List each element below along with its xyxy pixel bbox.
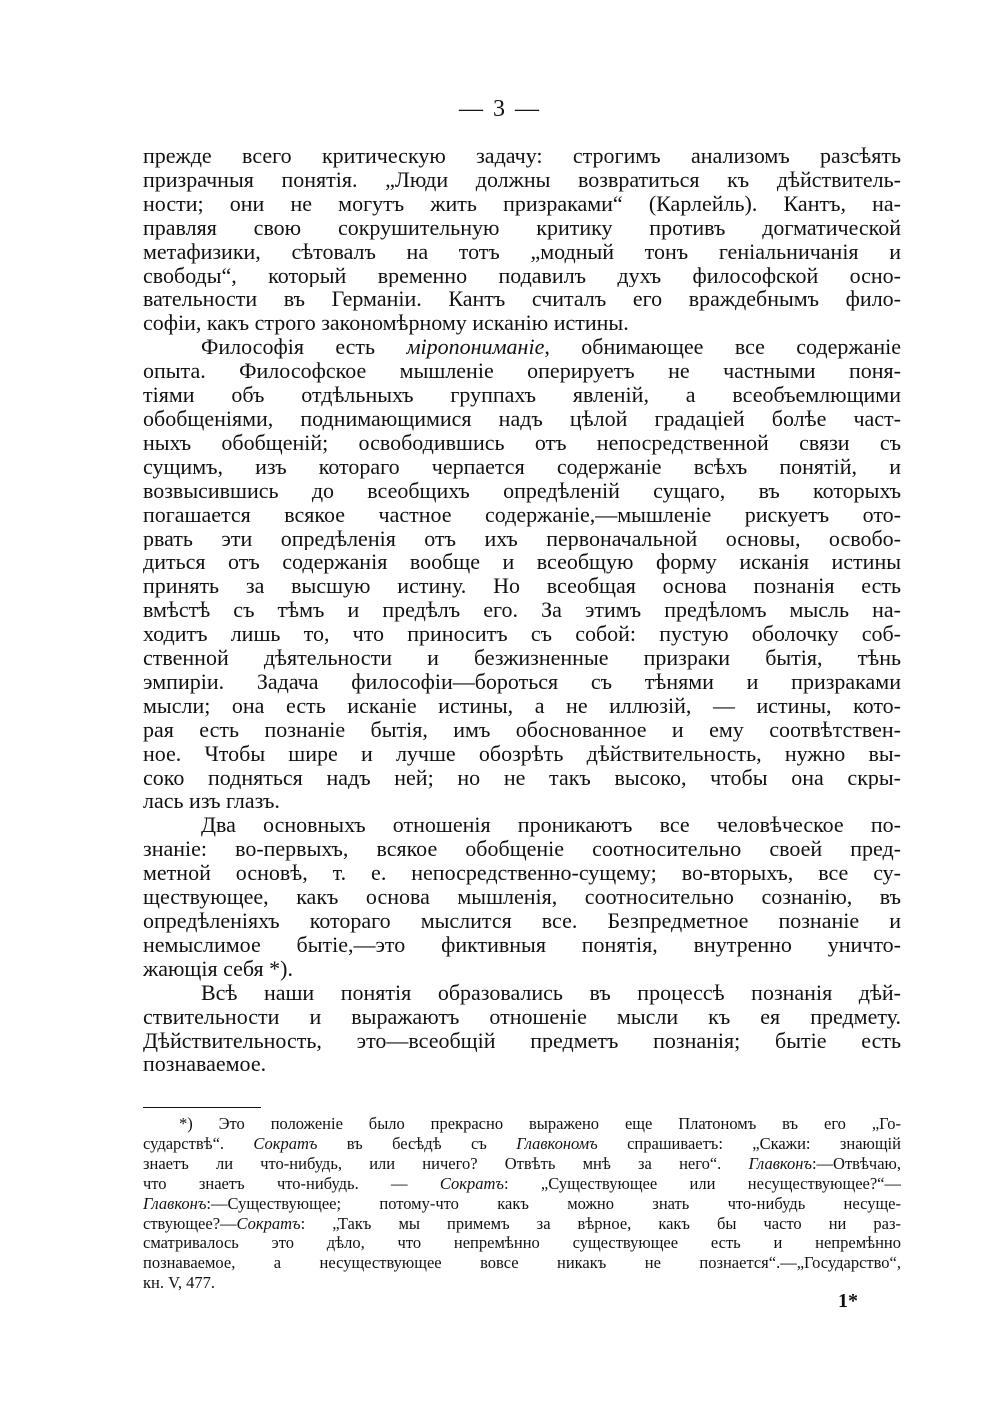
text-line: мысли; она есть исканіе истины, а не иллюзій, — истины, кото-: [143, 693, 901, 718]
text-run: Философія есть: [201, 335, 407, 360]
text-line: ное. Чтобы шире и лучше обозрѣть дѣйствительность, нужно вы-: [143, 741, 901, 766]
signature-mark: 1*: [838, 1290, 858, 1312]
text-line: немыслимое бытіе,—это фиктивныя понятія, внутренно уничто-: [143, 932, 901, 957]
text-line: вмѣстѣ съ тѣмъ и предѣлъ его. За этимъ предѣломъ мысль на-: [143, 598, 901, 623]
text-line: софіи, какъ строго закономѣрному исканію истины.: [143, 311, 629, 336]
text-line: знаніе: во-первыхъ, всякое обобщеніе соотносительно своей пред-: [143, 837, 901, 862]
text-line: опредѣленіяхъ котораго мыслится все. Безпредметное познаніе и: [143, 909, 901, 933]
footnote-line: [143, 1214, 901, 1234]
text-line: соко подняться надъ ней; но не такъ высоко, чтобы она скры-: [143, 765, 901, 790]
text-line: возвысившись до всеобщихъ опредѣленій сущаго, въ которыхъ: [143, 478, 901, 503]
text-line: ныхъ обобщеній; освободившись отъ непосредственной связи съ: [143, 430, 901, 455]
footnote-line: сматривалось это дѣло, что непремѣнно существующее есть и непремѣнно: [143, 1233, 901, 1253]
text-line: призрачныя понятія. „Люди должны возвратиться къ дѣйствитель-: [143, 167, 901, 192]
text-line: погашается всякое частное содержаніе,—мышленіе рискуетъ ото-: [143, 502, 901, 527]
text-line: Два основныхъ отношенія проникаютъ все человѣческое по-: [201, 813, 901, 838]
footnote-separator: [143, 1107, 261, 1108]
text-line: метной основѣ, т. е. непосредственно-сущему; во-вторыхъ, все су-: [143, 861, 901, 886]
text-line: обобщеніями, поднимающимися надъ цѣлой градаціей болѣе част-: [143, 406, 901, 431]
page-number: — 3 —: [459, 96, 541, 122]
text-line: лась изъ глазъ.: [143, 789, 280, 814]
text-line: метафизики, сѣтовалъ на тотъ „модный тонъ геніальничанія и: [143, 239, 901, 264]
text-line: жающія себя *).: [143, 956, 293, 981]
speaker-name: Сократъ: [253, 1133, 318, 1153]
footnote-line: [143, 1194, 901, 1214]
text-line: принять за высшую истину. Но всеобщая основа познанія есть: [143, 574, 901, 599]
text-run: въ бесѣдѣ съ: [317, 1133, 517, 1153]
text-run: :—Отвѣчаю,: [811, 1153, 901, 1173]
text-line: эмпиріи. Задача философіи—бороться съ тѣнями и призраками: [143, 669, 901, 694]
speaker-name: Сократъ: [236, 1213, 301, 1233]
text-line: Дѣйствительность, это—всеобщій предметъ познанія; бытіе есть: [143, 1028, 901, 1053]
text-line: ствительности и выражаютъ отношеніе мысли къ ея предмету.: [143, 1004, 901, 1029]
footnote-line: *) Это положеніе было прекрасно выражено еще Платономъ въ его „Го-: [179, 1114, 901, 1133]
text-line: Всѣ наши понятія образовались въ процессѣ познанія дѣй-: [201, 980, 901, 1005]
text-run: спрашиваетъ: „Скажи: знающій: [597, 1133, 901, 1153]
speaker-name: Главконъ: [748, 1153, 812, 1173]
text-line: ходитъ лишь то, что приноситъ съ собой: пустую оболочку соб-: [143, 622, 901, 647]
text-line: прежде всего критическую задачу: строгимъ анализомъ разсѣять: [143, 144, 901, 168]
text-line: сущимъ, изъ котораго черпается содержаніе всѣхъ понятій, и: [143, 454, 901, 479]
footnote: [143, 1114, 901, 1293]
speaker-name: Главконъ: [143, 1193, 207, 1213]
emphasized-term: міропониманіе: [406, 335, 545, 360]
text-line: рая есть познаніе бытія, имъ обоснованное и ему соотвѣтствен-: [143, 717, 901, 742]
footnote-line: [143, 1134, 901, 1154]
main-text: [143, 144, 901, 1076]
text-line: диться отъ содержанія вообще и всеобщую форму исканія истины: [143, 550, 901, 575]
speaker-name: Сократъ: [439, 1173, 504, 1193]
footnote-line: [143, 1174, 901, 1194]
text-run: : „Такъ мы примемъ за вѣрное, какъ бы часто ни раз-: [300, 1213, 901, 1233]
text-run: что знаетъ что-нибудь. —: [143, 1173, 440, 1193]
text-line: правляя свою сокрушительную критику противъ догматической: [143, 215, 901, 240]
text-line: опыта. Философское мышленіе оперируетъ не частными поня-: [143, 359, 901, 384]
text-line: вательности въ Германіи. Кантъ считалъ его враждебнымъ фило-: [143, 287, 901, 312]
footnote-line: кн. V, 477.: [143, 1273, 216, 1293]
speaker-name: Главкономъ: [516, 1133, 598, 1153]
text-line: познаваемое.: [143, 1052, 267, 1077]
text-run: ствующее?—: [143, 1213, 237, 1233]
text-line: ственной дѣятельности и безжизненные призраки бытія, тѣнь: [143, 646, 901, 670]
text-line: ществующее, какъ основа мышленія, соотносительно сознанію, въ: [143, 885, 901, 909]
text-line: тіями объ отдѣльныхъ группахъ явленій, а всеобъемлющими: [143, 383, 901, 407]
footnote-line: познаваемое, а несуществующее вовсе никакъ не познается“.—„Государство“,: [143, 1253, 901, 1273]
text-run: знаетъ ли что-нибудь, или ничего? Отвѣть мнѣ за него“.: [143, 1153, 749, 1173]
text-line: ности; они не могутъ жить призраками“ (Карлейль). Кантъ, на-: [143, 191, 901, 216]
text-run: :—Существующее; потому-что какъ можно знать что-нибудь несуще-: [206, 1193, 901, 1213]
text-run: , обнимающее все содержаніе: [544, 335, 901, 360]
text-line: [143, 335, 901, 359]
text-line: свободы“, который временно подавилъ духъ философской осно-: [143, 263, 901, 288]
text-run: : „Существующее или несуществующее?“—: [503, 1173, 901, 1193]
text-run: сударствѣ“.: [143, 1133, 254, 1153]
footnote-line: [143, 1154, 901, 1174]
text-line: рвать эти опредѣленія отъ ихъ первоначальной основы, освобо-: [143, 526, 901, 551]
